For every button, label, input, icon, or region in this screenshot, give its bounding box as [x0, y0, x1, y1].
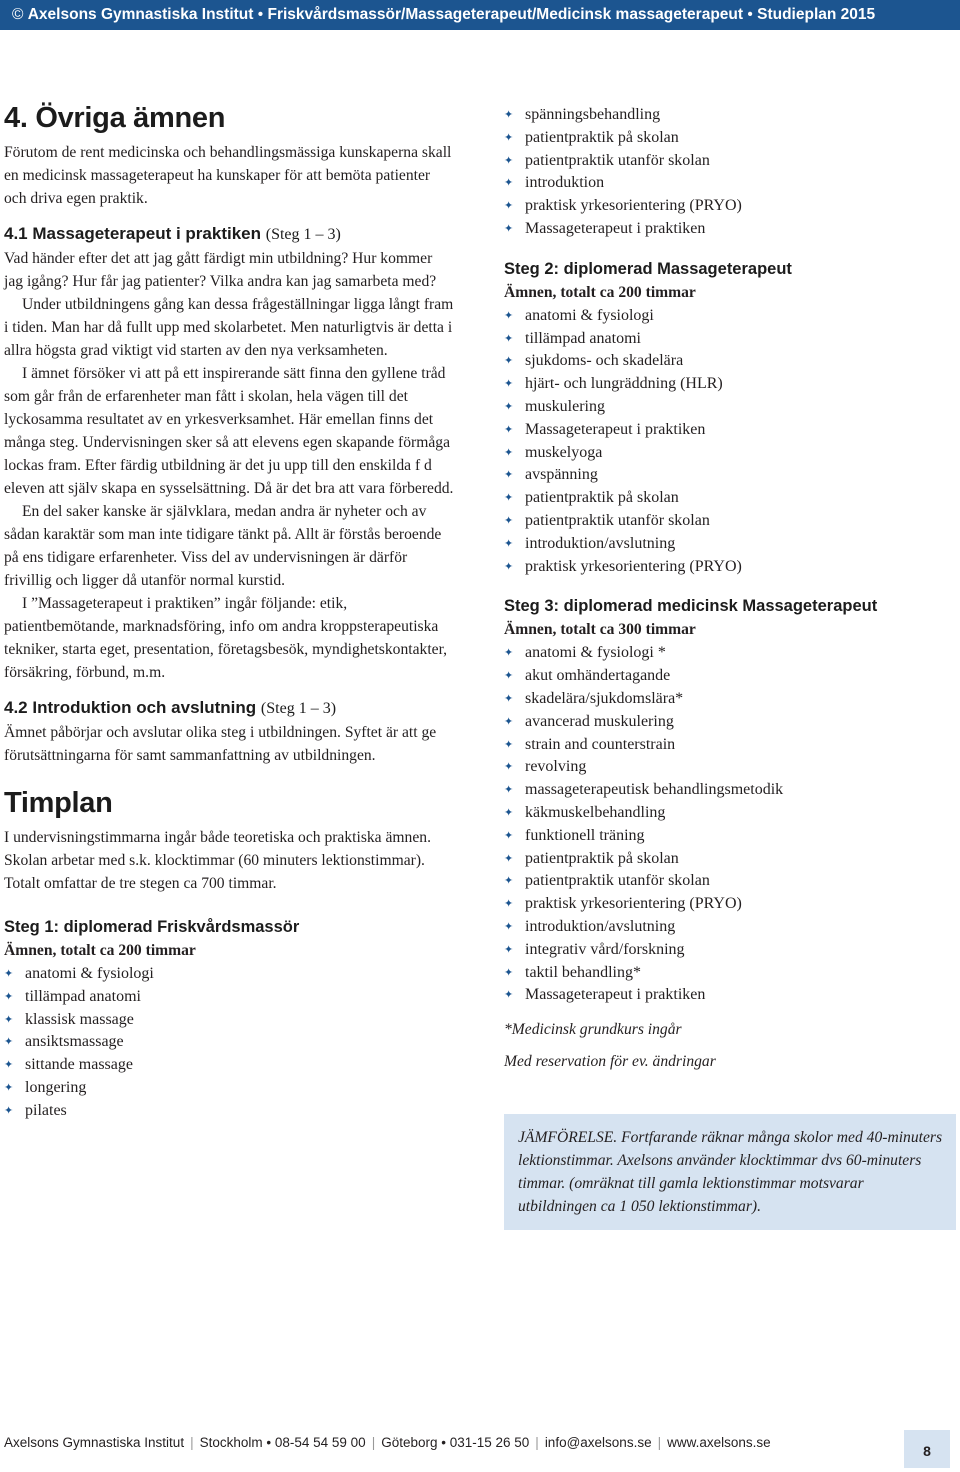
list-item	[504, 825, 956, 848]
bullet-icon: ✦	[504, 514, 514, 527]
list-item-text: muskelyoga	[525, 443, 603, 461]
list-item	[504, 665, 956, 688]
footer-separator: |	[657, 1435, 662, 1450]
bullet-icon: ✦	[504, 400, 514, 413]
section-4-1-p1: Vad händer efter det att jag gått färdigt min utbildning? Hur kommer jag igång? Hur får jag patienter? Vilka andra kan jag samarbeta med?	[4, 250, 437, 290]
steg-3-title: Steg 3: diplomerad medicinsk Massageterapeut	[504, 597, 878, 616]
list-item-text: introduktion	[525, 174, 605, 192]
bullet-icon: ✦	[504, 806, 514, 819]
bullet-icon: ✦	[504, 469, 514, 482]
header-plan: Studieplan 2015	[757, 6, 876, 23]
page-header	[0, 0, 960, 30]
list-item-text: anatomi & fysiologi	[525, 306, 654, 324]
bullet-icon: ✦	[4, 1013, 14, 1026]
list-item	[504, 688, 956, 711]
list-item	[504, 172, 956, 195]
steg-2-section	[504, 257, 956, 579]
bullet-icon: ✦	[504, 761, 514, 774]
list-item	[504, 510, 956, 533]
list-item-text: introduktion/avslutning	[525, 917, 676, 935]
bullet-icon: ✦	[504, 670, 514, 683]
list-item	[504, 305, 956, 328]
bullet-icon: ✦	[504, 647, 514, 660]
header-program: Friskvårdsmassör/Massageterapeut/Medicinsk massageterapeut	[267, 6, 744, 23]
steg-1-subjects: Ämnen, totalt ca 200 timmar	[4, 942, 196, 959]
bullet-icon: ✦	[504, 378, 514, 391]
steg-1-list-continued	[504, 104, 956, 241]
bullet-icon: ✦	[504, 852, 514, 865]
bullet-icon: ✦	[504, 355, 514, 368]
list-item	[504, 533, 956, 556]
list-item	[504, 916, 956, 939]
footer-web-link[interactable]: www.axelsons.se	[667, 1435, 771, 1450]
header-dot: •	[257, 6, 264, 23]
section-4-2	[4, 696, 454, 767]
steg-1-title: Steg 1: diplomerad Friskvårdsmassör	[4, 918, 300, 936]
bullet-icon: ✦	[4, 1059, 14, 1072]
list-item-text: praktisk yrkesorientering (PRYO)	[525, 895, 742, 913]
list-item	[504, 396, 956, 419]
list-item	[504, 464, 956, 487]
bullet-icon: ✦	[4, 990, 14, 1003]
list-item	[4, 1077, 454, 1100]
section-4-2-p1: Ämnet påbörjar och avslutar olika steg i utbildningen. Syftet är att ge förutsättningarna för samt sammanfattning av utbildningen.	[4, 724, 437, 764]
list-item-text: akut omhändertagande	[525, 667, 671, 685]
list-item-text: spänningsbehandling	[525, 106, 661, 123]
page-number: 8	[904, 1430, 950, 1468]
section-4-1-p4: En del saker kanske är självklara, medan andra är nyheter och av sådan karaktär som man inte tidigare tänkt på. Allt är förstås beroende på ens tidigare erfarenheter. Viss del av undervisningen är därför frivillig och ligger då utanför normal kurstid.	[4, 503, 442, 589]
list-item-text: avspänning	[525, 466, 598, 484]
list-item-text: introduktion/avslutning	[525, 534, 676, 552]
steg-2-subjects: Ämnen, totalt ca 200 timmar	[504, 283, 696, 301]
list-item	[4, 1054, 454, 1077]
bullet-icon: ✦	[504, 492, 514, 505]
bullet-icon: ✦	[504, 715, 514, 728]
steg-1-list	[4, 963, 454, 1123]
list-item-text: patientpraktik utanför skolan	[525, 872, 710, 890]
bullet-icon: ✦	[504, 829, 514, 842]
bullet-icon: ✦	[504, 446, 514, 459]
list-item	[4, 1009, 454, 1032]
section-4-intro: Förutom de rent medicinska och behandlingsmässiga kunskaperna skall en medicinsk massageterapeut ha kunskaper för att bemöta patienter och driva egen praktik.	[4, 144, 452, 207]
list-item-text: patientpraktik på skolan	[525, 849, 679, 867]
list-item	[4, 963, 454, 986]
list-item-text: Massageterapeut i praktiken	[525, 986, 706, 1004]
list-item	[504, 984, 956, 1007]
list-item-text: praktisk yrkesorientering (PRYO)	[525, 197, 742, 215]
list-item	[504, 104, 956, 127]
list-item-text: anatomi & fysiologi *	[525, 644, 666, 662]
list-item	[504, 756, 956, 779]
list-item-text: klassisk massage	[25, 1010, 134, 1028]
bullet-icon: ✦	[504, 423, 514, 436]
section-4-1	[4, 222, 454, 684]
bullet-icon: ✦	[4, 1036, 14, 1049]
list-item	[504, 893, 956, 916]
left-column	[4, 102, 454, 1123]
list-item-text: hjärt- och lungräddning (HLR)	[525, 375, 723, 393]
footer-goteborg: Göteborg • 031-15 26 50	[381, 1435, 530, 1450]
section-4-title: 4. Övriga ämnen	[4, 102, 226, 134]
bullet-icon: ✦	[504, 692, 514, 705]
bullet-icon: ✦	[504, 309, 514, 322]
list-item-text: ansiktsmassage	[25, 1033, 124, 1051]
steg-3-list	[504, 642, 956, 1007]
bullet-icon: ✦	[504, 131, 514, 144]
list-item	[504, 195, 956, 218]
list-item	[504, 328, 956, 351]
list-item-text: avancerad muskulering	[525, 712, 674, 730]
list-item-text: tillämpad anatomi	[525, 329, 641, 347]
reservation-note: Med reservation för ev. ändringar	[504, 1053, 716, 1071]
list-item	[504, 802, 956, 825]
steg-3-section	[504, 594, 956, 1007]
list-item-text: patientpraktik utanför skolan	[525, 151, 710, 169]
header-institute: Axelsons Gymnastiska Institut	[27, 6, 254, 23]
list-item	[504, 556, 956, 579]
section-4-2-steps: (Steg 1 – 3)	[260, 700, 337, 717]
page-footer	[0, 1426, 884, 1460]
steg-3-subjects: Ämnen, totalt ca 300 timmar	[504, 621, 696, 639]
footer-separator: |	[371, 1435, 376, 1450]
steg-1-section	[4, 915, 454, 1123]
list-item	[504, 127, 956, 150]
footer-separator: |	[535, 1435, 539, 1450]
section-4-1-steps: (Steg 1 – 3)	[265, 226, 341, 243]
section-4-2-title: 4.2 Introduktion och avslutning	[4, 698, 257, 717]
steg-2-title: Steg 2: diplomerad Massageterapeut	[504, 259, 792, 278]
list-item-text: strain and counterstrain	[525, 735, 676, 753]
list-item	[504, 962, 956, 985]
section-4-1-p5: I ”Massageterapeut i praktiken” ingår följande: etik, patientbemötande, marknadsföring, info om andra kroppsterapeutiska tekniker, starta eget, presentation, företagsbesök, myndighetskontakter, försäkring, förbund, m.m.	[4, 595, 448, 681]
list-item	[504, 848, 956, 871]
list-item	[4, 1031, 454, 1054]
list-item	[504, 734, 956, 757]
list-item-text: revolving	[525, 758, 587, 776]
timplan-section	[4, 787, 454, 895]
list-item-text: Massageterapeut i praktiken	[525, 420, 706, 438]
list-item	[4, 1100, 454, 1123]
bullet-icon: ✦	[504, 109, 514, 121]
list-item-text: sittande massage	[25, 1056, 133, 1074]
list-item-text: integrativ vård/forskning	[525, 940, 685, 958]
timplan-title: Timplan	[4, 787, 113, 819]
list-item	[504, 939, 956, 962]
list-item-text: massageterapeutisk behandlingsmetodik	[525, 781, 784, 799]
bullet-icon: ✦	[504, 560, 514, 573]
list-item	[504, 218, 956, 241]
bullet-icon: ✦	[504, 738, 514, 751]
grundkurs-note: *Medicinsk grundkurs ingår	[504, 1021, 682, 1039]
list-item	[504, 711, 956, 734]
bullet-icon: ✦	[504, 154, 514, 167]
list-item-text: pilates	[25, 1101, 67, 1119]
bullet-icon: ✦	[4, 1081, 14, 1094]
list-item	[504, 150, 956, 173]
list-item	[504, 870, 956, 893]
list-item	[504, 642, 956, 665]
list-item-text: muskulering	[525, 397, 605, 415]
list-item-text: praktisk yrkesorientering (PRYO)	[525, 557, 742, 575]
list-item-text: sjukdoms- och skadelära	[525, 352, 684, 370]
bullet-icon: ✦	[504, 222, 514, 235]
comparison-text: JÄMFÖRELSE. Fortfarande räknar många skolor med 40-minuters lektionstimmar. Axelsons använder klocktimmar dvs 60-minuters timmar. (omräknat till gamla lektionstimmar motsvarar utbildningen ca 1 050 lektionstimmar).	[518, 1129, 943, 1215]
list-item-text: patientpraktik utanför skolan	[525, 511, 710, 529]
bullet-icon: ✦	[504, 875, 514, 888]
comparison-box	[504, 1114, 956, 1230]
section-4-2-heading	[4, 696, 454, 721]
list-item-text: käkmuskelbehandling	[525, 803, 666, 821]
list-item	[504, 487, 956, 510]
list-item	[504, 350, 956, 373]
list-item-text: tillämpad anatomi	[25, 987, 141, 1005]
header-dot: •	[747, 6, 753, 23]
right-column	[504, 104, 956, 1073]
bullet-icon: ✦	[504, 784, 514, 797]
bullet-icon: ✦	[4, 1104, 14, 1117]
bullet-icon: ✦	[504, 943, 514, 956]
bullet-icon: ✦	[504, 989, 514, 1002]
footer-stockholm: Stockholm • 08-54 54 59 00	[199, 1435, 366, 1450]
footer-institute: Axelsons Gymnastiska Institut	[4, 1435, 185, 1450]
bullet-icon: ✦	[504, 537, 514, 550]
timplan-text: I undervisningstimmarna ingår både teoretiska och praktiska ämnen. Skolan arbetar med s.k. klocktimmar (60 minuters lektionstimmar). Totalt omfattar de tre stegen ca 700 timmar.	[4, 829, 431, 892]
bullet-icon: ✦	[504, 177, 514, 190]
steg-2-list	[504, 305, 956, 579]
footer-email-link[interactable]: info@axelsons.se	[544, 1435, 652, 1450]
list-item-text: patientpraktik på skolan	[525, 489, 679, 507]
footer-separator: |	[190, 1435, 194, 1450]
list-item	[504, 373, 956, 396]
bullet-icon: ✦	[504, 966, 514, 979]
list-item-text: patientpraktik på skolan	[525, 128, 679, 146]
list-item	[504, 779, 956, 802]
list-item-text: longering	[25, 1078, 87, 1096]
section-4-1-p2: Under utbildningens gång kan dessa frågeställningar ligga långt fram i tiden. Man har då fullt upp med skolarbetet. Men naturligtvis är detta i allra högsta grad viktigt vid starten av den nya verksamheten.	[4, 296, 454, 359]
list-item-text: Massageterapeut i praktiken	[525, 219, 706, 237]
copyright-symbol: ©	[12, 6, 24, 23]
bullet-icon: ✦	[504, 920, 514, 933]
bullet-icon: ✦	[504, 200, 514, 213]
bullet-icon: ✦	[504, 332, 514, 345]
list-item-text: skadelära/sjukdomslära*	[525, 689, 684, 707]
list-item-text: taktil behandling*	[525, 963, 641, 981]
section-4-1-p3: I ämnet försöker vi att på ett inspirerande sätt finna den gyllene tråd som går från de erfarenheter man fått i skolan, hela vägen till det lyckosamma resultatet av en yrkesverksamhet. Här emellan finns det många steg. Undervisningen sker så att elevens egen skapande förmåga lockas fram. Efter färdig utbildning är det ju upp till den enskilda f d eleven att själv skapa en sysselsättning. Då är det bra att vara förberedd.	[4, 365, 454, 497]
section-4-1-heading	[4, 222, 454, 247]
bullet-icon: ✦	[504, 898, 514, 911]
bullet-icon: ✦	[4, 968, 14, 980]
list-item	[4, 986, 454, 1009]
section-4-1-title: 4.1 Massageterapeut i praktiken	[4, 224, 262, 243]
list-item-text: funktionell träning	[525, 826, 645, 844]
list-item	[504, 419, 956, 442]
list-item	[504, 442, 956, 465]
list-item-text: anatomi & fysiologi	[25, 965, 154, 982]
